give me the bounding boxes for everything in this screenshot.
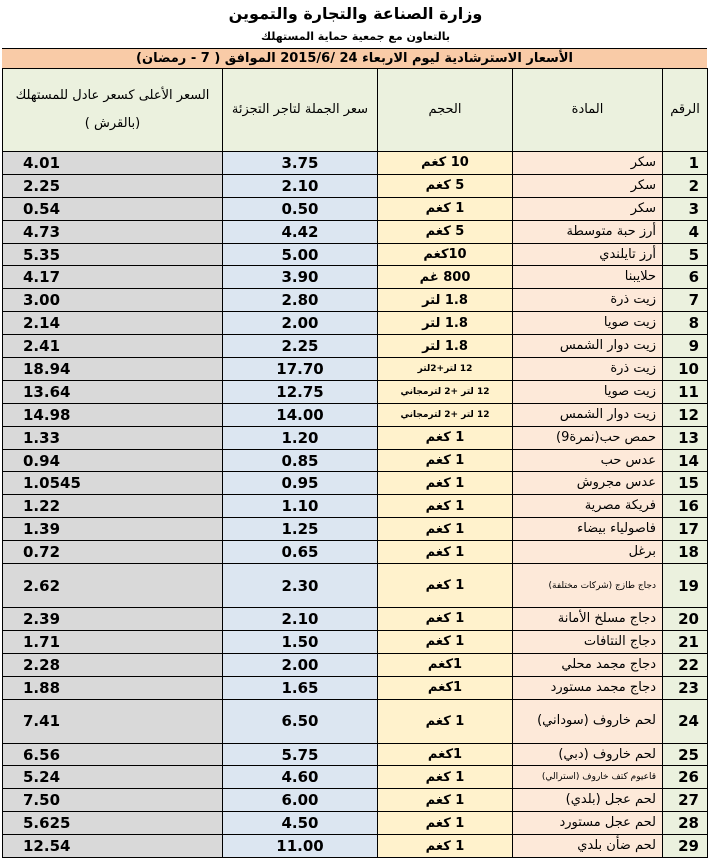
row-size: 1 كغم <box>378 812 513 835</box>
row-item: لحم خاروف (سوداني) <box>513 699 663 743</box>
row-size: 1 كغم <box>378 495 513 518</box>
row-size: 1 كغم <box>378 518 513 541</box>
table-row <box>3 564 708 608</box>
table-row <box>3 518 708 541</box>
row-number: 24 <box>663 699 708 743</box>
table-row <box>3 653 708 676</box>
row-wholesale-price: 3.90 <box>223 266 378 289</box>
row-size: 1 كغم <box>378 630 513 653</box>
table-row <box>3 472 708 495</box>
row-number: 3 <box>663 197 708 220</box>
row-wholesale-price: 12.75 <box>223 380 378 403</box>
table-row <box>3 541 708 564</box>
row-number: 21 <box>663 630 708 653</box>
row-size: 5 كغم <box>378 220 513 243</box>
row-item: لحم عجل (بلدي) <box>513 789 663 812</box>
table-row <box>3 266 708 289</box>
row-wholesale-price: 0.95 <box>223 472 378 495</box>
row-max-price: 2.41 <box>3 335 223 358</box>
price-headline: الأسعار الاسترشادية ليوم الاربعاء 24 /2015/6 الموافق ( 7 - رمضان) <box>2 48 707 68</box>
row-item: برغل <box>513 541 663 564</box>
row-number: 18 <box>663 541 708 564</box>
row-size: 12 لتر +2 لترمجاني <box>378 380 513 403</box>
table-row <box>3 243 708 266</box>
row-number: 29 <box>663 835 708 858</box>
row-max-price: 0.54 <box>3 197 223 220</box>
table-row <box>3 743 708 766</box>
row-item: زيت دوار الشمس <box>513 335 663 358</box>
row-max-price: 5.625 <box>3 812 223 835</box>
table-row <box>3 403 708 426</box>
table-row <box>3 174 708 197</box>
row-max-price: 1.71 <box>3 630 223 653</box>
row-number: 10 <box>663 358 708 381</box>
row-size: 1كغم <box>378 676 513 699</box>
row-number: 7 <box>663 289 708 312</box>
row-size: 1 كغم <box>378 449 513 472</box>
row-size: 10كغم <box>378 243 513 266</box>
row-wholesale-price: 4.60 <box>223 766 378 789</box>
row-number: 14 <box>663 449 708 472</box>
row-size: 1 كغم <box>378 789 513 812</box>
row-item: سكر <box>513 152 663 175</box>
row-wholesale-price: 6.50 <box>223 699 378 743</box>
row-item: دجاج طازج (شركات مختلفة) <box>513 564 663 608</box>
row-size: 1 كغم <box>378 699 513 743</box>
row-size: 1 كغم <box>378 766 513 789</box>
row-max-price: 14.98 <box>3 403 223 426</box>
header-num: الرقم <box>663 69 708 152</box>
row-number: 17 <box>663 518 708 541</box>
row-wholesale-price: 2.30 <box>223 564 378 608</box>
row-size: 12 لتر+2لتر <box>378 358 513 381</box>
row-size: 1 كغم <box>378 426 513 449</box>
row-item: سكر <box>513 174 663 197</box>
row-wholesale-price: 5.75 <box>223 743 378 766</box>
table-row <box>3 335 708 358</box>
row-wholesale-price: 11.00 <box>223 835 378 858</box>
row-max-price: 7.41 <box>3 699 223 743</box>
table-row <box>3 220 708 243</box>
row-wholesale-price: 4.50 <box>223 812 378 835</box>
row-wholesale-price: 2.25 <box>223 335 378 358</box>
row-wholesale-price: 1.50 <box>223 630 378 653</box>
row-number: 6 <box>663 266 708 289</box>
row-max-price: 12.54 <box>3 835 223 858</box>
row-item: أرز تايلندي <box>513 243 663 266</box>
row-number: 27 <box>663 789 708 812</box>
table-row <box>3 449 708 472</box>
row-item: فريكة مصرية <box>513 495 663 518</box>
row-size: 12 لتر +2 لترمجاني <box>378 403 513 426</box>
row-size: 1.8 لتر <box>378 335 513 358</box>
row-item: فاصولياء بيضاء <box>513 518 663 541</box>
row-max-price: 2.28 <box>3 653 223 676</box>
row-number: 12 <box>663 403 708 426</box>
row-max-price: 1.33 <box>3 426 223 449</box>
table-row <box>3 495 708 518</box>
ministry-title: وزارة الصناعة والتجارة والتموين <box>228 4 483 23</box>
table-header-row <box>3 69 708 152</box>
header-item: المادة <box>513 69 663 152</box>
row-number: 2 <box>663 174 708 197</box>
row-wholesale-price: 2.80 <box>223 289 378 312</box>
row-item: لحم عجل مستورد <box>513 812 663 835</box>
table-row <box>3 608 708 631</box>
row-item: زيت صويا <box>513 380 663 403</box>
row-max-price: 0.72 <box>3 541 223 564</box>
table-row <box>3 289 708 312</box>
row-wholesale-price: 4.42 <box>223 220 378 243</box>
table-body <box>3 152 708 858</box>
table-row <box>3 426 708 449</box>
row-item: قاعيوم كتف خاروف (استرالي) <box>513 766 663 789</box>
row-item: أرز حبة متوسطة <box>513 220 663 243</box>
row-max-price: 6.56 <box>3 743 223 766</box>
row-number: 22 <box>663 653 708 676</box>
row-max-price: 4.73 <box>3 220 223 243</box>
header-wholesale: سعر الجملة لتاجر التجزئة <box>223 69 378 152</box>
row-number: 4 <box>663 220 708 243</box>
row-max-price: 2.62 <box>3 564 223 608</box>
row-item: زيت ذرة <box>513 358 663 381</box>
row-wholesale-price: 0.50 <box>223 197 378 220</box>
row-wholesale-price: 1.20 <box>223 426 378 449</box>
row-item: زيت دوار الشمس <box>513 403 663 426</box>
row-wholesale-price: 3.75 <box>223 152 378 175</box>
row-wholesale-price: 6.00 <box>223 789 378 812</box>
row-number: 8 <box>663 312 708 335</box>
row-wholesale-price: 17.70 <box>223 358 378 381</box>
table-row <box>3 630 708 653</box>
row-wholesale-price: 1.65 <box>223 676 378 699</box>
row-size: 1 كغم <box>378 472 513 495</box>
row-wholesale-price: 2.10 <box>223 608 378 631</box>
row-max-price: 5.35 <box>3 243 223 266</box>
row-item: دجاج مجمد محلي <box>513 653 663 676</box>
table-row <box>3 835 708 858</box>
row-number: 25 <box>663 743 708 766</box>
row-size: 1.8 لتر <box>378 289 513 312</box>
row-size: 1 كغم <box>378 541 513 564</box>
row-item: عدس حب <box>513 449 663 472</box>
row-size: 5 كغم <box>378 174 513 197</box>
row-size: 1 كغم <box>378 608 513 631</box>
association-subtitle: بالتعاون مع جمعية حماية المستهلك <box>261 30 450 43</box>
row-size: 1 كغم <box>378 835 513 858</box>
row-wholesale-price: 1.10 <box>223 495 378 518</box>
price-table <box>2 68 708 858</box>
row-item: دجاج النتافات <box>513 630 663 653</box>
row-number: 26 <box>663 766 708 789</box>
table-row <box>3 699 708 743</box>
row-wholesale-price: 0.65 <box>223 541 378 564</box>
row-size: 1 كغم <box>378 197 513 220</box>
row-item: زيت ذرة <box>513 289 663 312</box>
row-max-price: 1.0545 <box>3 472 223 495</box>
row-wholesale-price: 5.00 <box>223 243 378 266</box>
table-row <box>3 197 708 220</box>
row-item: عدس مجروش <box>513 472 663 495</box>
row-wholesale-price: 0.85 <box>223 449 378 472</box>
table-row <box>3 676 708 699</box>
row-item: حلايبنا <box>513 266 663 289</box>
row-max-price: 13.64 <box>3 380 223 403</box>
row-number: 23 <box>663 676 708 699</box>
row-wholesale-price: 2.00 <box>223 653 378 676</box>
table-row <box>3 312 708 335</box>
table-row <box>3 766 708 789</box>
row-max-price: 4.17 <box>3 266 223 289</box>
row-max-price: 2.14 <box>3 312 223 335</box>
row-number: 16 <box>663 495 708 518</box>
row-item: دجاج مسلخ الأمانة <box>513 608 663 631</box>
row-max-price: 2.25 <box>3 174 223 197</box>
row-number: 5 <box>663 243 708 266</box>
table-row <box>3 789 708 812</box>
row-item: زيت صويا <box>513 312 663 335</box>
row-item: لحم خاروف (دبي) <box>513 743 663 766</box>
row-number: 1 <box>663 152 708 175</box>
row-max-price: 1.39 <box>3 518 223 541</box>
row-max-price: 3.00 <box>3 289 223 312</box>
row-size: 1.8 لتر <box>378 312 513 335</box>
row-number: 9 <box>663 335 708 358</box>
row-max-price: 7.50 <box>3 789 223 812</box>
row-max-price: 1.88 <box>3 676 223 699</box>
row-number: 19 <box>663 564 708 608</box>
row-max-price: 5.24 <box>3 766 223 789</box>
row-item: دجاج مجمد مستورد <box>513 676 663 699</box>
row-number: 13 <box>663 426 708 449</box>
row-item: لحم ضأن بلدي <box>513 835 663 858</box>
table-row <box>3 358 708 381</box>
row-item: حمص حب(نمرة9) <box>513 426 663 449</box>
row-wholesale-price: 1.25 <box>223 518 378 541</box>
row-wholesale-price: 14.00 <box>223 403 378 426</box>
row-number: 15 <box>663 472 708 495</box>
table-row <box>3 380 708 403</box>
row-wholesale-price: 2.00 <box>223 312 378 335</box>
row-size: 1 كغم <box>378 564 513 608</box>
row-max-price: 4.01 <box>3 152 223 175</box>
row-number: 28 <box>663 812 708 835</box>
row-size: 10 كغم <box>378 152 513 175</box>
row-size: 800 غم <box>378 266 513 289</box>
row-wholesale-price: 2.10 <box>223 174 378 197</box>
row-number: 11 <box>663 380 708 403</box>
row-max-price: 18.94 <box>3 358 223 381</box>
row-number: 20 <box>663 608 708 631</box>
row-size: 1كغم <box>378 743 513 766</box>
table-row <box>3 152 708 175</box>
row-size: 1كغم <box>378 653 513 676</box>
row-max-price: 0.94 <box>3 449 223 472</box>
row-item: سكر <box>513 197 663 220</box>
header-size: الحجم <box>378 69 513 152</box>
row-max-price: 2.39 <box>3 608 223 631</box>
header-max-price: السعر الأعلى كسعر عادل للمستهلك (بالقرش ) <box>3 69 223 152</box>
row-max-price: 1.22 <box>3 495 223 518</box>
table-row <box>3 812 708 835</box>
